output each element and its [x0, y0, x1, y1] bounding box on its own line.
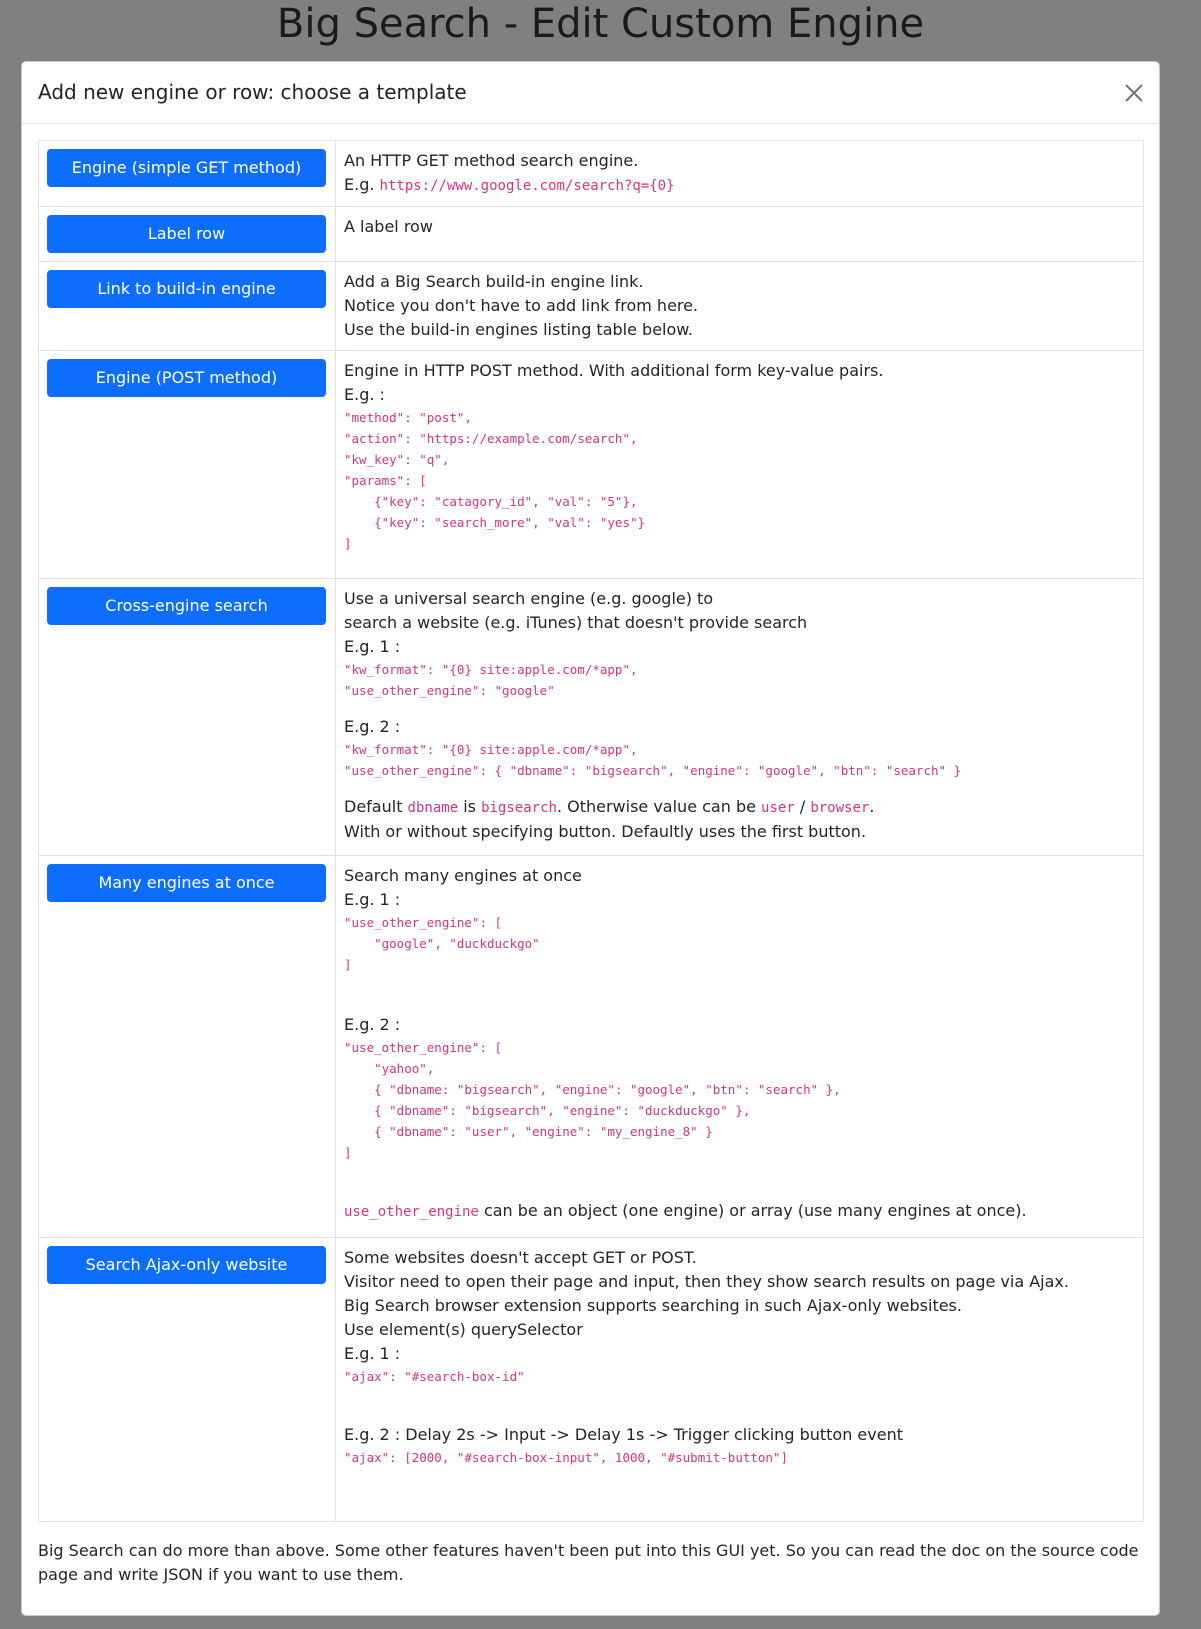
template-modal: [21, 61, 1160, 1616]
template-table: [38, 140, 1144, 1522]
code-dbname: dbname: [407, 800, 459, 816]
code-example: "method": "post", "action": "https://example.com/search", "kw_key": "q", "params": [ {"key": "catagory_id", "val": "5"}, {"key": "search_more", "val": "yes"} ]: [344, 410, 646, 551]
code-browser: browser: [810, 800, 870, 816]
many-engines-button[interactable]: Many engines at once: [47, 864, 326, 902]
template-desc-get: [336, 141, 1144, 207]
default-note: Default dbname is bigsearch. Otherwise value can be user / browser.: [344, 797, 875, 816]
note-line: use_other_engine can be an object (one engine) or array (use many engines at once).: [344, 1201, 1027, 1220]
template-row-buildin: [39, 262, 1144, 351]
code-user: user: [761, 800, 795, 816]
example-url: https://www.google.com/search?q={0}: [379, 178, 675, 194]
desc-line: Use a universal search engine (e.g. google) to: [344, 589, 714, 608]
code-bigsearch: bigsearch: [481, 800, 557, 816]
code-example-2: "ajax": [2000, "#search-box-input", 1000, "#submit-button"]: [344, 1450, 789, 1465]
code-example-2: "use_other_engine": [ "yahoo", { "dbname: "bigsearch", "engine": "google", "btn": "search" }, { "dbname": "bigsearch", "engine": "duckduckgo" }, { "dbname": "user", "engine": "my_engine_8" } ]: [344, 1040, 841, 1160]
code-example-2: "kw_format": "{0} site:apple.com/*app", "use_other_engine": { "dbname": "bigsearch", "engine": "google", "btn": "search" }: [344, 742, 962, 778]
template-row-cross: [39, 579, 1144, 856]
eg2-label: E.g. 2 :: [344, 717, 401, 736]
label-row-button[interactable]: Label row: [47, 215, 326, 253]
close-button[interactable]: [1121, 80, 1147, 106]
desc-line: E.g. 1 :: [344, 1344, 401, 1363]
cross-engine-button[interactable]: Cross-engine search: [47, 587, 326, 625]
template-row-ajax: [39, 1238, 1144, 1522]
template-desc-post: [336, 351, 1144, 579]
desc-line: Big Search browser extension supports searching in such Ajax-only websites.: [344, 1296, 962, 1315]
desc-line: Search many engines at once: [344, 866, 582, 885]
template-desc-many: [336, 856, 1144, 1238]
desc-line: An HTTP GET method search engine.: [344, 151, 639, 170]
modal-title: Add new engine or row: choose a template: [38, 80, 467, 104]
desc-line: A label row: [344, 217, 433, 236]
ajax-button[interactable]: Search Ajax-only website: [47, 1246, 326, 1284]
eg2-label: E.g. 2 : Delay 2s -> Input -> Delay 1s -> Trigger clicking button event: [344, 1425, 903, 1444]
code-example-1: "kw_format": "{0} site:apple.com/*app", "use_other_engine": "google": [344, 662, 638, 698]
desc-line: search a website (e.g. iTunes) that doesn't provide search: [344, 613, 808, 632]
desc-line: Visitor need to open their page and input, then they show search results on page via Ajax.: [344, 1272, 1069, 1291]
code-example-1: "use_other_engine": [ "google", "duckduckgo" ]: [344, 915, 540, 972]
modal-body: [22, 124, 1159, 1587]
template-row-get: [39, 141, 1144, 207]
modal-header: [22, 62, 1159, 124]
eg2-label: E.g. 2 :: [344, 1015, 401, 1034]
footer-note: Big Search can do more than above. Some other features haven't been put into this GUI yet. So you can read the doc on the source code page and write JSON if you want to use them.: [38, 1541, 1139, 1584]
engine-post-button[interactable]: Engine (POST method): [47, 359, 326, 397]
link-buildin-button[interactable]: Link to build-in engine: [47, 270, 326, 308]
template-desc-label: [336, 207, 1144, 262]
engine-get-button[interactable]: Engine (simple GET method): [47, 149, 326, 187]
template-row-post: [39, 351, 1144, 579]
page-title: Big Search - Edit Custom Engine: [276, 1, 925, 47]
desc-line: With or without specifying button. Defaultly uses the first button.: [344, 822, 867, 841]
desc-line: Notice you don't have to add link from here.: [344, 296, 699, 315]
template-desc-cross: [336, 579, 1144, 856]
desc-line: E.g. :: [344, 385, 385, 404]
template-row-label: [39, 207, 1144, 262]
desc-line: Use the build-in engines listing table below.: [344, 320, 693, 339]
desc-line: E.g. 1 :: [344, 890, 401, 909]
desc-line: Use element(s) querySelector: [344, 1320, 583, 1339]
code-example-1: "ajax": "#search-box-id": [344, 1369, 525, 1384]
template-desc-ajax: [336, 1238, 1144, 1522]
template-row-many: [39, 856, 1144, 1238]
desc-line: Some websites doesn't accept GET or POST.: [344, 1248, 697, 1267]
desc-line: E.g. 1 :: [344, 637, 401, 656]
close-icon: [1121, 80, 1147, 106]
desc-line: Engine in HTTP POST method. With additional form key-value pairs.: [344, 361, 884, 380]
template-desc-buildin: [336, 262, 1144, 351]
code-use-other-engine: use_other_engine: [344, 1204, 479, 1220]
eg-label: E.g.: [344, 175, 380, 194]
desc-line: Add a Big Search build-in engine link.: [344, 272, 644, 291]
